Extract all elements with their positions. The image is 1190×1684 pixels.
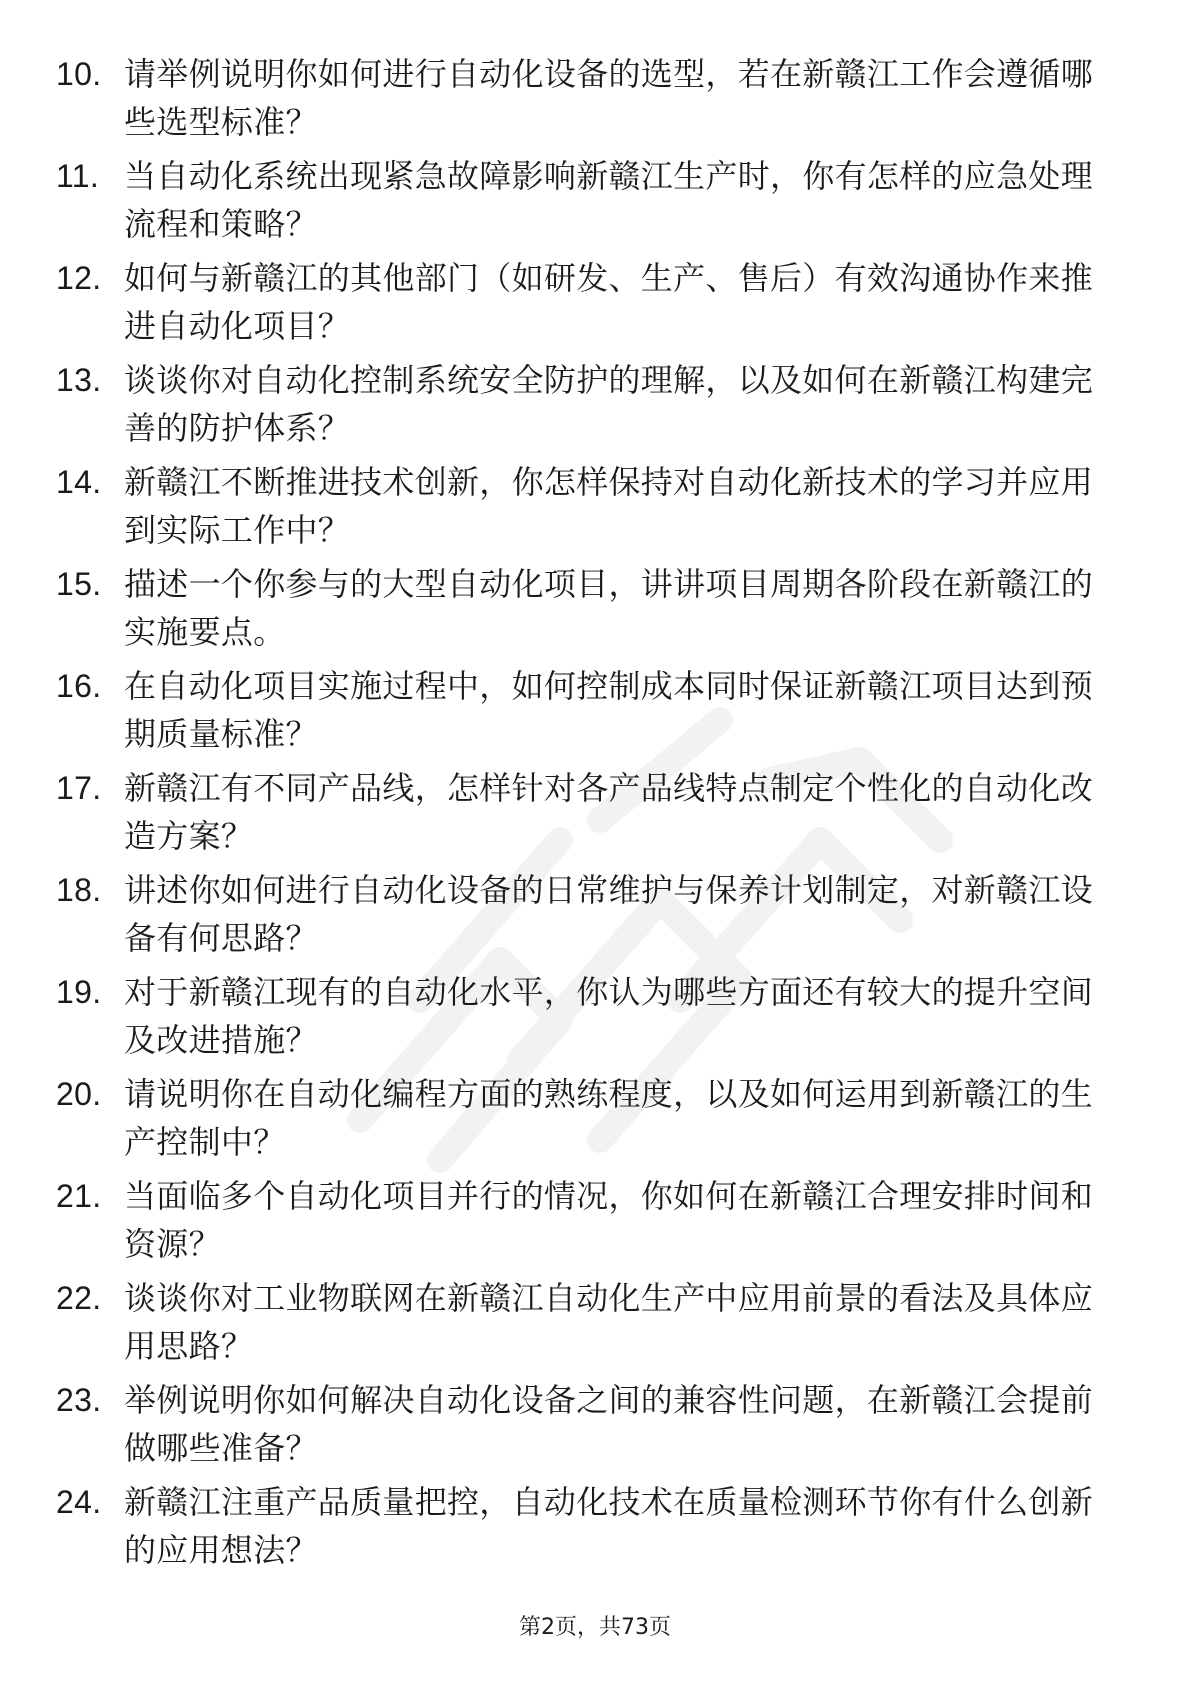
question-number: 15. [56,566,102,602]
question-number: 22. [56,1280,102,1316]
list-item [56,866,1116,968]
question-text: 当自动化系统出现紧急故障影响新赣江生产时，你有怎样的应急处理流程和策略？ [124,157,1094,243]
question-number: 24. [56,1484,102,1520]
question-text: 对于新赣江现有的自动化水平，你认为哪些方面还有较大的提升空间及改进措施？ [124,973,1094,1059]
list-item [56,152,1116,254]
list-item [56,662,1116,764]
list-item [56,1478,1116,1580]
question-number: 11. [56,158,100,194]
question-text: 谈谈你对工业物联网在新赣江自动化生产中应用前景的看法及具体应用思路？ [124,1279,1094,1365]
question-text: 新赣江注重产品质量把控，自动化技术在质量检测环节你有什么创新的应用想法？ [124,1483,1094,1569]
question-text: 讲述你如何进行自动化设备的日常维护与保养计划制定，对新赣江设备有何思路？ [124,871,1094,957]
question-text: 举例说明你如何解决自动化设备之间的兼容性问题，在新赣江会提前做哪些准备？ [124,1381,1094,1467]
question-number: 12. [56,260,102,296]
list-item [56,1070,1116,1172]
question-text: 如何与新赣江的其他部门（如研发、生产、售后）有效沟通协作来推进自动化项目？ [124,259,1094,345]
question-text: 谈谈你对自动化控制系统安全防护的理解，以及如何在新赣江构建完善的防护体系？ [124,361,1094,447]
question-number: 14. [56,464,102,500]
question-text: 当面临多个自动化项目并行的情况，你如何在新赣江合理安排时间和资源？ [124,1177,1094,1263]
question-number: 13. [56,362,102,398]
question-number: 17. [56,770,102,806]
list-item [56,560,1116,662]
question-number: 23. [56,1382,102,1418]
question-text: 请说明你在自动化编程方面的熟练程度，以及如何运用到新赣江的生产控制中？ [124,1075,1094,1161]
question-text: 在自动化项目实施过程中，如何控制成本同时保证新赣江项目达到预期质量标准？ [124,667,1094,753]
list-item [56,1274,1116,1376]
list-item [56,356,1116,458]
question-text: 新赣江不断推进技术创新，你怎样保持对自动化新技术的学习并应用到实际工作中？ [124,463,1094,549]
question-list [56,50,1116,1580]
question-number: 19. [56,974,102,1010]
question-text: 新赣江有不同产品线，怎样针对各产品线特点制定个性化的自动化改造方案？ [124,769,1094,855]
question-number: 20. [56,1076,102,1112]
list-item [56,968,1116,1070]
question-text: 请举例说明你如何进行自动化设备的选型，若在新赣江工作会遵循哪些选型标准？ [124,55,1094,141]
list-item [56,1376,1116,1478]
list-item [56,50,1116,152]
question-text: 描述一个你参与的大型自动化项目，讲讲项目周期各阶段在新赣江的实施要点。 [124,565,1094,651]
question-number: 10. [56,56,102,92]
list-item [56,254,1116,356]
question-number: 18. [56,872,102,908]
list-item [56,1172,1116,1274]
page-footer [0,1610,1190,1641]
list-item [56,458,1116,560]
question-number: 21. [56,1178,102,1214]
page-number-label: 第2页，共73页 [519,1615,671,1640]
list-item [56,764,1116,866]
question-number: 16. [56,668,102,704]
